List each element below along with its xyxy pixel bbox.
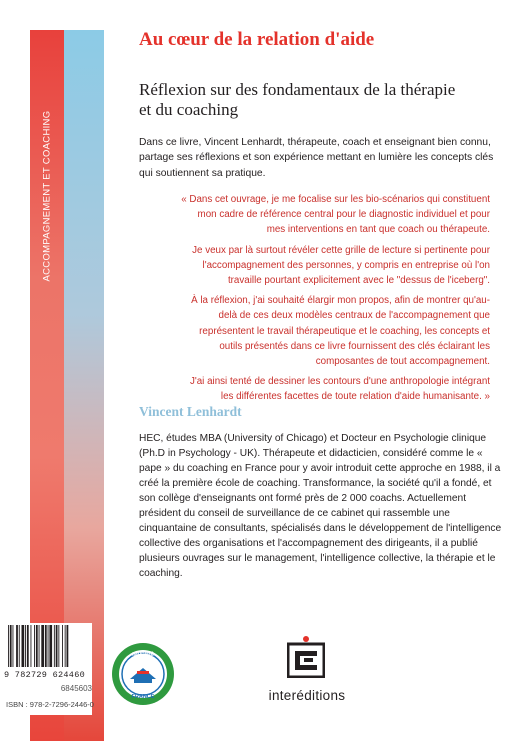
barcode-bar [16, 625, 18, 667]
book-title: Au cœur de la relation d'aide [139, 29, 375, 50]
quote-paragraph: Je veux par là surtout révéler cette grille de lecture si pertinente pour l'accompagnement des personnes, y compris en entreprise où l'on travaille pourtant explicitement avec le "dessus de l'iceberg". [192, 244, 490, 287]
product-code: 6845603 [60, 684, 92, 693]
barcode-bar [54, 625, 55, 667]
spine-label [33, 110, 61, 282]
barcode-bar [62, 625, 63, 667]
barcode-bar [31, 625, 32, 667]
publisher-name: interéditions [268, 688, 346, 703]
barcode-bar [39, 625, 40, 667]
barcode-bar [56, 625, 58, 667]
barcode-bar [58, 625, 59, 667]
barcode-bar [48, 625, 49, 667]
barcode-digits: 9 782729 624460 [4, 670, 86, 680]
barcode-bar [19, 625, 20, 667]
barcode-bar [25, 625, 26, 667]
intro-paragraph: Dans ce livre, Vincent Lenhardt, thérapeute, coach et enseignant bien connu, partage ses réflexions et son expérience mettant en lumière les concepts clés qui soutiennent sa pratique. [139, 137, 494, 179]
barcode-bar [22, 625, 25, 667]
barcode-bar [41, 625, 44, 667]
author-name: Vincent Lenhardt [139, 404, 242, 419]
barcode-bar [45, 625, 47, 667]
barcode-bar [49, 625, 52, 667]
isbn-number: ISBN : 978-2-7296-2446-0 [6, 700, 94, 709]
barcode-bar [8, 625, 9, 667]
barcode-bar [34, 625, 35, 667]
barcode-bar [36, 625, 38, 667]
imprime-en-france-seal-icon [110, 641, 176, 707]
spine-label-text: ACCOMPAGNEMENT ET COACHING [41, 110, 53, 282]
barcode-bar [65, 625, 66, 667]
barcode-bar [13, 625, 14, 667]
quote-paragraph: À la réflexion, j'ai souhaité élargir mon propos, afin de montrer qu'au-delà de ces deux modèles centraux de l'accompagnement que représentent le travail thérapeutique et le coaching, les concepts et outils présentés dans ce livre fournissent des clés éclairant les composantes de tout accompagnement. [191, 295, 490, 368]
quote-paragraph: « Dans cet ouvrage, je me focalise sur les bio-scénarios qui constituent mon cadre de référence central pour le diagnostic individuel et pour mes interventions en tant que coach ou thérapeute. [181, 194, 490, 236]
book-subtitle: Réflexion sur des fondamentaux de la thérapie et du coaching [139, 80, 456, 119]
barcode-bar [67, 625, 69, 667]
barcode-bar [10, 625, 12, 667]
quote-paragraph: J'ai ainsi tenté de dessiner les contours d'une anthropologie intégrant les différentes facettes de toute relation d'aide humanisante. » [189, 376, 490, 403]
barcode-bar [27, 625, 29, 667]
author-bio: HEC, études MBA (University of Chicago) et Docteur en Psychologie clinique (Ph.D in Psychology - UK). Thérapeute et didacticien, considéré comme le « pape » du coaching en France pour y avoir introduit cette approche en 1988, il a créé la première école de coaching. Transformance, la société qu'il a fondé, et son collège d'enseignants ont formé près de 2 000 coachs. Actuellement président du conseil de surveillance de ce cabinet qui rassemble une cinquantaine de consultants, spécialisés dans le développement de l'intelligence collective des organisations et l'accompagnement des dirigeants, il a publié plusieurs ouvrages sur le management, l'intelligence collective, la thérapie et le coaching. [139, 433, 502, 579]
barcode-icon [6, 625, 92, 667]
seal-top-word: IMPRIMÉ [132, 652, 154, 658]
seal-bottom-word: FRANCE [131, 694, 155, 700]
interéditions-logo-icon [287, 636, 325, 678]
author-quote [180, 192, 490, 410]
